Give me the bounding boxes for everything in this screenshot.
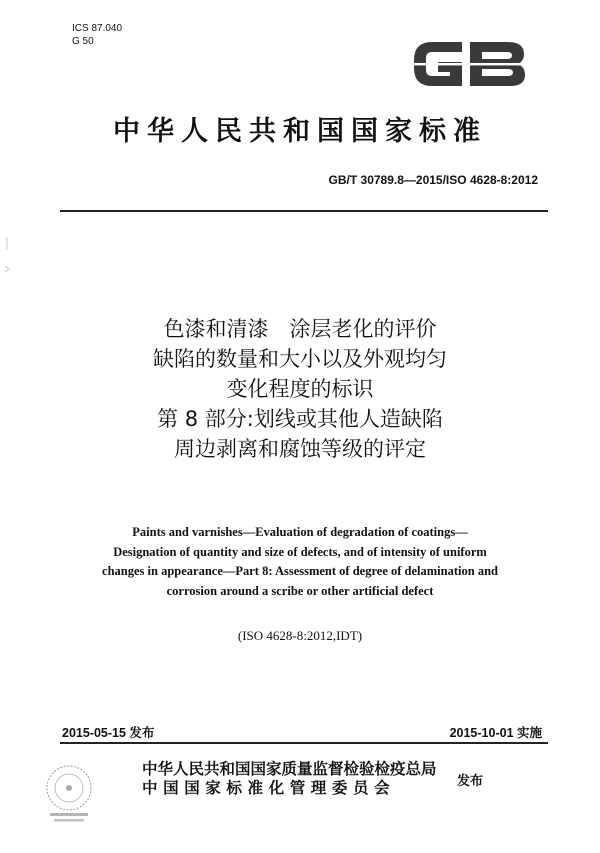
- issuing-authorities: [142, 760, 437, 798]
- gb-logo: [408, 36, 530, 92]
- chinese-title-line: 第 8 部分:划线或其他人造缺陷: [157, 407, 443, 431]
- english-title-line: corrosion around a scribe or other artificial defect: [166, 583, 434, 598]
- chinese-title-line: 缺陷的数量和大小以及外观均匀: [153, 347, 447, 371]
- issue-date: 2015-05-15 发布: [62, 726, 155, 740]
- classification-codes: [72, 22, 122, 48]
- chinese-title: [0, 314, 600, 464]
- footer-divider: [60, 742, 548, 744]
- chinese-title-line: 变化程度的标识: [226, 377, 374, 401]
- ccs-code: G 50: [72, 36, 94, 47]
- publish-label: 发布: [457, 774, 484, 789]
- iso-equivalence: (ISO 4628-8:2012,IDT): [237, 628, 363, 643]
- header-divider: [60, 210, 548, 212]
- scan-artifact-mark: [4, 262, 10, 276]
- scan-artifact-mark: [4, 236, 10, 250]
- issuer-sac: 中国国家标准化管理委员会: [142, 779, 396, 797]
- english-title: [40, 523, 560, 601]
- implementation-date: 2015-10-01 实施: [449, 726, 542, 740]
- english-title-line: Designation of quantity and size of defects, and of intensity of uniform: [113, 544, 487, 559]
- standard-number: GB/T 30789.8—2015/ISO 4628-8:2012: [328, 173, 538, 187]
- standard-type-title: 中华人民共和国国家标准: [113, 116, 487, 147]
- english-title-line: Paints and varnishes—Evaluation of degradation of coatings—: [132, 525, 468, 539]
- ics-code: ICS 87.040: [72, 23, 123, 34]
- publisher-seal-stamp: [42, 758, 96, 826]
- chinese-title-line: 色漆和清漆 涂层老化的评价: [163, 317, 437, 341]
- chinese-title-line: 周边剥离和腐蚀等级的评定: [174, 437, 426, 461]
- issuer-aqsiq: 中华人民共和国国家质量监督检验检疫总局: [142, 760, 437, 778]
- english-title-line: changes in appearance—Part 8: Assessment of degree of delamination and: [102, 564, 498, 578]
